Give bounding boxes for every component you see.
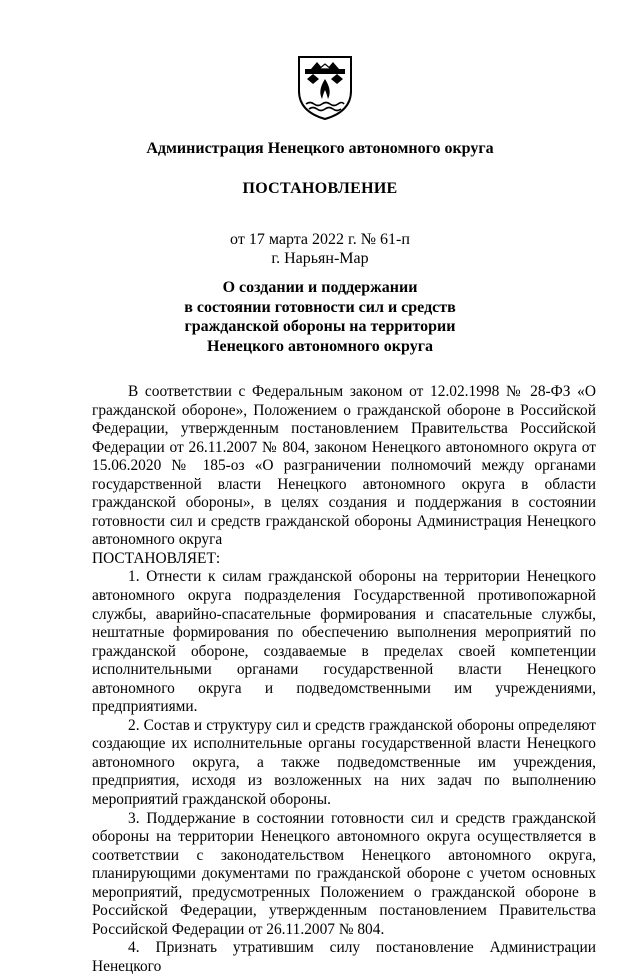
paragraph-3: 3. Поддержание в состоянии готовности сил и средств гражданской обороны на территории Ненецкого автономного округа осуществляется в соответствии с законодательством Ненецкого автономного округа, планирующими документами по гражданской обороне с учетом основных мероприятий, предусмотренных Положением о гражданской обороне в Российской Федерации, утвержденным постановлением Правительства Российской Федерации от 26.11.2007 № 804.	[92, 809, 596, 938]
paragraph-4: 4. Признать утратившим силу постановление Администрации Ненецкого	[92, 939, 596, 975]
title-line: Ненецкого автономного округа	[207, 337, 433, 355]
decree-word: ПОСТАНОВЛЯЕТ:	[92, 549, 221, 567]
title-line: О создании и поддержании	[222, 279, 418, 296]
title-line: в состоянии готовности сил и средств	[184, 298, 456, 316]
date-and-place	[0, 230, 640, 268]
title-line: гражданской обороны на территории	[184, 318, 456, 335]
organization-name: Администрация Ненецкого автономного округа	[146, 140, 494, 157]
coat-of-arms-icon	[297, 55, 353, 121]
paragraph-2: 2. Состав и структуру сил и средств гражданской обороны определяют создающие их исполнительные органы государственной власти Ненецкого автономного округа, а также подведомственные им учреждения, предприятия, исходя из возложенных на них задач по выполнению мероприятий гражданской обороны.	[92, 716, 596, 809]
paragraph-1: 1. Отнести к силам гражданской обороны на территории Ненецкого автономного округа подразделения Государственной противопожарной службы, аварийно-спасательные формирования и спасательные службы, нештатные формирования по обеспечению выполнения мероприятий по гражданской обороне, создаваемые в пределах своей компетенции исполнительными органами государственной власти Ненецкого автономного округа и подведомственными им учреждениями, предприятиями.	[92, 568, 596, 716]
city: г. Нарьян-Мар	[271, 250, 369, 267]
document-type: ПОСТАНОВЛЕНИЕ	[242, 180, 398, 197]
preamble-paragraph: В соответствии с Федеральным законом от 12.02.1998 № 28-ФЗ «О гражданской обороне», Положением о гражданской обороне в Российской Федерации, утвержденным постановлением Правительства Российской Федерации от 26.11.2007 № 804, законом Ненецкого автономного округа от 15.06.2020 № 185-оз «О разграничении полномочий между органами государственной власти Ненецкого автономного округа в области гражданской обороны», в целях создания и поддержания в состоянии готовности сил и средств гражданской обороны Администрация Ненецкого автономного округа	[92, 383, 596, 549]
document-title	[0, 278, 640, 356]
document-body	[92, 383, 596, 977]
date-number: от 17 марта 2022 г. № 61-п	[230, 231, 410, 248]
